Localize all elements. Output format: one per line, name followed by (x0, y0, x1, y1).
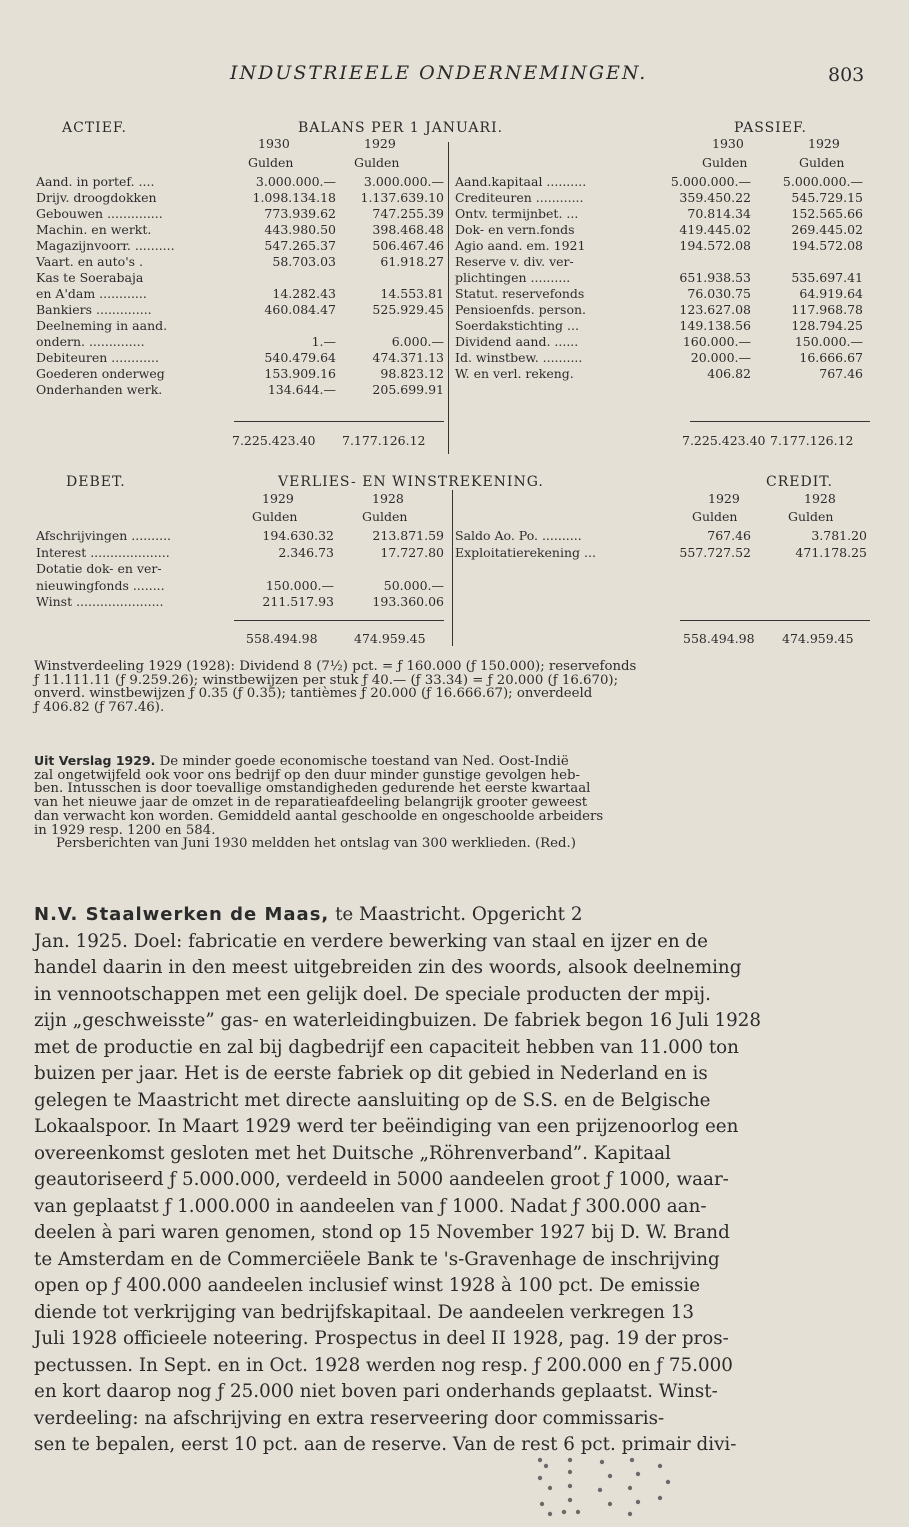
row-label: Onderhanden werk. (36, 382, 163, 397)
row-value-2: 398.468.48 (372, 222, 444, 237)
row-value-1: 149.138.56 (679, 318, 751, 333)
row-value-1: 773.939.62 (264, 206, 336, 221)
row-label: Debiteuren ............ (36, 350, 159, 365)
credit-total-1929: 558.494.98 (683, 631, 755, 646)
debet-total-1929: 558.494.98 (246, 631, 318, 646)
table-row (455, 206, 875, 220)
passief-year-2: 1929 (808, 136, 840, 151)
row-value-1: 153.909.16 (264, 366, 336, 381)
company-line: Jan. 1925. Doel: fabricatie en verdere bewerking van staal en ijzer en de (34, 930, 708, 952)
table-row (455, 302, 875, 316)
passief-table (455, 174, 875, 404)
company-line: te Maastricht. Opgericht 2 (329, 904, 583, 925)
table-row (455, 545, 875, 559)
passief-total-1930: 7.225.423.40 (682, 433, 766, 448)
table-row (455, 286, 875, 300)
row-value-1: 557.727.52 (679, 544, 751, 560)
row-value-1: 651.938.53 (679, 270, 751, 285)
row-label: Saldo Ao. Po. .......... (455, 528, 582, 543)
row-value-1: 2.346.73 (278, 544, 334, 560)
row-value-1: 134.644.— (267, 382, 336, 397)
row-label: Magazijnvoorr. .......... (36, 238, 175, 253)
row-label: Aand.kapitaal .......... (455, 174, 587, 189)
row-value-2: 16.666.67 (799, 350, 863, 365)
passief-total-rule (690, 421, 870, 422)
row-value-2: 767.46 (819, 366, 863, 381)
row-value-2: 150.000.— (794, 334, 863, 349)
table-row (455, 318, 875, 332)
wv-debet-title: DEBET. (66, 474, 126, 490)
verslag-line: ben. Intusschen is door toevallige omstandigheden gedurende het eerste kwartaal (34, 781, 591, 797)
table-row (36, 238, 448, 252)
row-label: Bankiers .............. (36, 302, 152, 317)
table-row (455, 222, 875, 236)
company-line: te Amsterdam en de Commerciëele Bank te 's-Gravenhage de inschrijving (34, 1248, 720, 1270)
row-label: Statut. reservefonds (455, 286, 585, 301)
debet-unit-1: Gulden (252, 509, 298, 524)
row-value-1: 460.084.47 (264, 302, 336, 317)
actief-total-1930: 7.225.423.40 (232, 433, 316, 448)
table-row (455, 350, 875, 364)
table-row (36, 382, 448, 396)
row-label: Agio aand. em. 1921 (455, 238, 586, 253)
table-row (36, 594, 452, 608)
row-label: Soerdakstichting ... (455, 318, 579, 333)
verslag (34, 754, 864, 851)
row-value-1: 419.445.02 (679, 222, 751, 237)
row-value-1: 1.098.134.18 (252, 190, 336, 205)
table-row (36, 578, 452, 592)
table-row (36, 366, 448, 380)
actief-total-rule (234, 421, 444, 422)
passief-unit-1: Gulden (702, 155, 748, 170)
table-row (36, 190, 448, 204)
row-value-1: 406.82 (707, 366, 751, 381)
row-value-2: 3.000.000.— (363, 174, 444, 189)
row-value-2: 269.445.02 (791, 222, 863, 237)
row-label: Crediteuren ............ (455, 190, 584, 205)
row-value-2: 128.794.25 (791, 318, 863, 333)
credit-unit-1: Gulden (692, 509, 738, 524)
row-label: Gebouwen .............. (36, 206, 163, 221)
company-line: geautoriseerd ƒ 5.000.000, verdeeld in 5000 aandeelen groot ƒ 1000, waar- (34, 1169, 729, 1190)
row-label: Goederen onderweg (36, 366, 165, 381)
company-line: in vennootschappen met een gelijk doel. De speciale producten der mpij. (34, 983, 711, 1005)
row-value-1: 14.282.43 (272, 286, 336, 301)
company-line: gelegen te Maastricht met directe aansluiting op de S.S. en de Belgische (34, 1089, 711, 1111)
table-row (36, 270, 448, 284)
row-value-2: 98.823.12 (380, 366, 444, 381)
actief-year-1: 1930 (258, 136, 290, 151)
row-value-1: 1.— (311, 334, 336, 349)
row-label: Pensioenfds. person. (455, 302, 587, 317)
company-line: en kort daarop nog ƒ 25.000 niet boven pari onderhands geplaatst. Winst- (34, 1381, 718, 1402)
passief-unit-2: Gulden (799, 155, 845, 170)
verslag-line: in 1929 resp. 1200 en 584. (34, 822, 216, 838)
row-value-2: 5.000.000.— (782, 174, 863, 189)
table-row (455, 190, 875, 204)
row-value-2: 535.697.41 (791, 270, 863, 285)
row-value-2: 545.729.15 (791, 190, 863, 205)
table-row (36, 302, 448, 316)
company-line: sen te bepalen, eerst 10 pct. aan de reserve. Van de rest 6 pct. primair divi- (34, 1434, 737, 1455)
running-header: INDUSTRIEELE ONDERNEMINGEN. (230, 62, 648, 84)
debet-unit-2: Gulden (362, 509, 408, 524)
debet-table (36, 528, 452, 608)
row-label: Machin. en werkt. (36, 222, 152, 237)
row-label: en A'dam ............ (36, 286, 147, 301)
row-label: Deelneming in aand. (36, 318, 168, 333)
verslag-line: zal ongetwijfeld ook voor ons bedrijf op den duur minder gunstige gevolgen heb- (34, 767, 580, 783)
row-label: Id. winstbew. .......... (455, 350, 583, 365)
passief-total-1929: 7.177.126.12 (770, 433, 854, 448)
winstverdeeling-line: ƒ 11.111.11 (ƒ 9.259.26); winstbewijzen per stuk ƒ 40.— (ƒ 33.34) = ƒ 20.000 (ƒ 16.670); (34, 672, 619, 688)
row-label: Aand. in portef. .... (36, 174, 155, 189)
row-label: Drijv. droogdokken (36, 190, 157, 205)
credit-total-rule (680, 620, 870, 621)
company-line: Juli 1928 officieele noteering. Prospectus in deel II 1928, pag. 19 der pros- (34, 1328, 729, 1349)
row-label: Dotatie dok- en ver- (36, 561, 162, 576)
row-value-1: 70.814.34 (687, 206, 751, 221)
page-number: 803 (828, 64, 865, 86)
table-row (455, 366, 875, 380)
row-value-2: 117.968.78 (791, 302, 863, 317)
row-label: Dok- en vern.fonds (455, 222, 575, 237)
row-value-1: 767.46 (707, 528, 751, 543)
balans-title: BALANS PER 1 JANUARI. (298, 120, 504, 136)
row-value-1: 359.450.22 (679, 190, 751, 205)
row-label: plichtingen .......... (455, 270, 571, 285)
company-line: diende tot verkrijging van bedrijfskapitaal. De aandeelen verkregen 13 (34, 1301, 694, 1323)
table-row (455, 528, 875, 542)
winstverdeeling-line: ƒ 406.82 (ƒ 767.46). (34, 700, 165, 716)
row-value-2: 474.371.13 (372, 350, 444, 365)
row-value-2: 525.929.45 (372, 302, 444, 317)
row-label: Reserve v. div. ver- (455, 254, 574, 269)
row-value-1: 540.479.64 (264, 350, 336, 365)
company-line: Lokaalspoor. In Maart 1929 werd ter beëindiging van een prijzenoorlog een (34, 1116, 739, 1137)
row-value-2: 193.360.06 (372, 594, 444, 609)
company-line: van geplaatst ƒ 1.000.000 in aandeelen van ƒ 1000. Nadat ƒ 300.000 aan- (34, 1195, 707, 1217)
verslag-line: van het nieuwe jaar de omzet in de reparatieafdeeling belangrijk grooter geweest (34, 795, 588, 811)
debet-total-rule (234, 620, 444, 621)
debet-total-1928: 474.959.45 (354, 631, 426, 646)
table-row (455, 238, 875, 252)
row-label: W. en verl. rekeng. (455, 366, 574, 381)
credit-table (455, 528, 875, 568)
row-label: nieuwingfonds ........ (36, 577, 165, 593)
credit-year-2: 1928 (804, 491, 836, 506)
row-value-2: 64.919.64 (799, 286, 863, 301)
table-row (36, 545, 452, 559)
table-row (455, 254, 875, 268)
row-value-2: 152.565.66 (791, 206, 863, 221)
company-line: verdeeling: na afschrijving en extra reserveering door commissaris- (34, 1407, 665, 1429)
table-row (36, 318, 448, 332)
table-row (36, 561, 452, 575)
row-value-2: 471.178.25 (795, 544, 867, 560)
row-value-1: 123.627.08 (679, 302, 751, 317)
persbericht: Persberichten van Juni 1930 meldden het ontslag van 300 werklieden. (Red.) (56, 836, 576, 852)
debet-year-2: 1928 (372, 491, 404, 506)
company-line: open op ƒ 400.000 aandeelen inclusief winst 1928 à 100 pct. De emissie (34, 1275, 701, 1296)
company-line: overeenkomst gesloten met het Duitsche „Röhrenverband”. Kapitaal (34, 1142, 671, 1164)
row-label: Dividend aand. ...... (455, 334, 579, 349)
verslag-line: De minder goede economische toestand van Ned. Oost-Indië (155, 754, 569, 769)
row-value-2: 17.727.80 (380, 544, 444, 560)
row-value-1: 211.517.93 (262, 594, 334, 609)
balans-actief-title: ACTIEF. (62, 120, 127, 136)
row-value-1: 76.030.75 (687, 286, 751, 301)
company-description (34, 902, 866, 1459)
verslag-line: dan verwacht kon worden. Gemiddeld aantal geschoolde en ongeschoolde arbeiders (34, 808, 604, 824)
actief-total-1929: 7.177.126.12 (342, 433, 426, 448)
row-value-2: 506.467.46 (372, 238, 444, 253)
winstverdeeling (34, 660, 864, 715)
table-row (36, 206, 448, 220)
row-value-2: 1.137.639.10 (360, 190, 444, 205)
row-value-2: 3.781.20 (811, 528, 867, 543)
row-label: Exploitatierekening ... (455, 544, 596, 560)
table-row (455, 270, 875, 284)
row-value-2: 747.255.39 (372, 206, 444, 221)
row-label: Interest .................... (36, 544, 170, 560)
row-label: Afschrijvingen .......... (36, 528, 172, 543)
actief-unit-2: Gulden (354, 155, 400, 170)
table-row (36, 528, 452, 542)
actief-unit-1: Gulden (248, 155, 294, 170)
row-value-1: 3.000.000.— (255, 174, 336, 189)
row-value-2: 50.000.— (383, 577, 444, 593)
row-value-2: 6.000.— (391, 334, 444, 349)
balans-passief-title: PASSIEF. (734, 120, 807, 136)
row-label: Kas te Soerabaja (36, 270, 144, 285)
wv-title: VERLIES- EN WINSTREKENING. (278, 474, 544, 490)
passief-year-1: 1930 (712, 136, 744, 151)
table-row (36, 334, 448, 348)
table-row (36, 222, 448, 236)
company-line: buizen per jaar. Het is de eerste fabriek op dit gebied in Nederland en is (34, 1063, 708, 1084)
debet-year-1: 1929 (262, 491, 294, 506)
row-label: Winst ...................... (36, 594, 164, 609)
table-row (36, 254, 448, 268)
row-value-1: 160.000.— (682, 334, 751, 349)
balans-divider (448, 142, 449, 454)
verslag-lead: Uit Verslag 1929. (34, 753, 156, 768)
row-label: ondern. .............. (36, 334, 145, 349)
credit-year-1: 1929 (708, 491, 740, 506)
table-row (36, 350, 448, 364)
row-value-1: 20.000.— (690, 350, 751, 365)
wv-credit-title: CREDIT. (766, 474, 833, 490)
actief-table (36, 174, 448, 404)
row-value-2: 194.572.08 (791, 238, 863, 253)
row-label: Ontv. termijnbet. ... (455, 206, 579, 221)
credit-total-1928: 474.959.45 (782, 631, 854, 646)
table-row (455, 334, 875, 348)
company-line: handel daarin in den meest uitgebreiden zin des woords, alsook deelneming (34, 957, 742, 978)
row-value-1: 547.265.37 (264, 238, 336, 253)
row-value-1: 443.980.50 (264, 222, 336, 237)
row-value-1: 58.703.03 (272, 254, 336, 269)
winstverdeeling-line: onverd. winstbewijzen ƒ 0.35 (ƒ 0.35); tantièmes ƒ 20.000 (ƒ 16.666.67); onverdeeld (34, 686, 593, 702)
row-value-1: 194.630.32 (262, 528, 334, 543)
row-value-2: 61.918.27 (380, 254, 444, 269)
company-line: zijn „geschweisste” gas- en waterleidingbuizen. De fabriek begon 16 Juli 1928 (34, 1010, 762, 1031)
row-value-1: 194.572.08 (679, 238, 751, 253)
row-value-2: 213.871.59 (372, 528, 444, 543)
table-row (455, 174, 875, 188)
company-line: pectussen. In Sept. en in Oct. 1928 werden nog resp. ƒ 200.000 en ƒ 75.000 (34, 1354, 733, 1376)
company-line: met de productie en zal bij dagbedrijf een capaciteit hebben van 11.000 ton (34, 1036, 739, 1058)
table-row (36, 174, 448, 188)
wv-divider (452, 490, 453, 646)
company-line: deelen à pari waren genomen, stond op 15 November 1927 bij D. W. Brand (34, 1222, 730, 1243)
winstverdeeling-line: Winstverdeeling 1929 (1928): Dividend 8 (7½) pct. = ƒ 160.000 (ƒ 150.000); reservefonds (34, 659, 637, 674)
row-value-2: 14.553.81 (380, 286, 444, 301)
row-value-2: 205.699.91 (372, 382, 444, 397)
actief-year-2: 1929 (364, 136, 396, 151)
table-row (36, 286, 448, 300)
row-label: Vaart. en auto's . (36, 254, 144, 269)
row-value-1: 150.000.— (265, 577, 334, 593)
row-value-1: 5.000.000.— (670, 174, 751, 189)
credit-unit-2: Gulden (788, 509, 834, 524)
library-stamp (520, 1448, 690, 1524)
company-name: N.V. Staalwerken de Maas, (34, 904, 330, 925)
